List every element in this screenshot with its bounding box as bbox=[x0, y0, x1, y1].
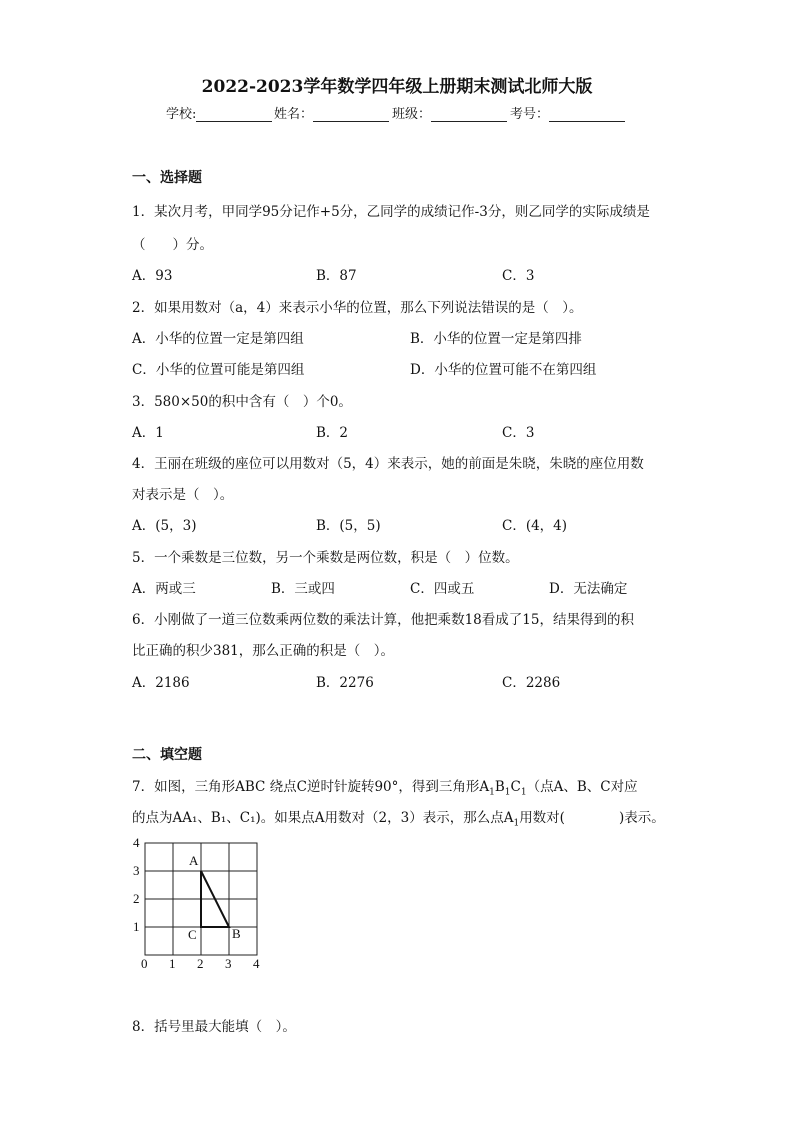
subscript: 1 bbox=[520, 787, 527, 798]
q7-line2-part-c: 用数对( )表示。 bbox=[519, 810, 665, 826]
option-b[interactable]: B．小华的位置一定是第四排 bbox=[410, 331, 582, 347]
point-c-label: C bbox=[188, 927, 197, 942]
section-heading: 一、选择题 bbox=[132, 170, 202, 186]
q7-line1-part-a: 7．如图，三角形ABC 绕点C逆时针旋转90°，得到三角形A bbox=[132, 779, 490, 795]
question-text: 3．580×50的积中含有（ ）个0。 bbox=[132, 394, 352, 410]
subscript: 1 bbox=[489, 787, 495, 798]
option-c[interactable]: C．3 bbox=[502, 268, 535, 284]
question-text: 6．小刚做了一道三位数乘两位数的乘法计算，他把乘数18看成了15，结果得到的积 bbox=[132, 612, 634, 628]
school-label: 学校: bbox=[166, 107, 197, 122]
y-tick-label: 2 bbox=[133, 891, 140, 906]
question-text: （ ）分。 bbox=[132, 237, 213, 253]
subscript: 1 bbox=[513, 818, 520, 829]
option-c[interactable]: C．四或五 bbox=[410, 581, 475, 597]
option-b[interactable]: B．(5，5) bbox=[316, 518, 381, 534]
question-text: 5．一个乘数是三位数，另一个乘数是两位数，积是（ ）位数。 bbox=[132, 550, 519, 566]
option-a[interactable]: A．两或三 bbox=[132, 581, 196, 597]
class-field[interactable] bbox=[392, 103, 507, 122]
point-b-label: B bbox=[232, 926, 241, 941]
question-text: 对表示是（ ）。 bbox=[132, 487, 234, 503]
option-a[interactable]: A．2186 bbox=[132, 675, 190, 691]
option-d[interactable]: D．小华的位置可能不在第四组 bbox=[410, 362, 597, 378]
question-text: 2．如果用数对（a，4）来表示小华的位置，那么下列说法错误的是（ ）。 bbox=[132, 300, 583, 316]
q7-line1-part-b: （点A、B、C对应 bbox=[526, 779, 638, 795]
name-field[interactable] bbox=[274, 103, 389, 122]
x-tick-label: 2 bbox=[197, 956, 204, 971]
school-field[interactable] bbox=[166, 103, 272, 122]
option-a[interactable]: A．93 bbox=[132, 268, 173, 284]
class-label: 班级： bbox=[392, 107, 432, 122]
option-c[interactable]: C．3 bbox=[502, 425, 535, 441]
name-blank[interactable] bbox=[313, 107, 389, 122]
x-tick-label: 0 bbox=[141, 956, 148, 971]
option-c[interactable]: C．2286 bbox=[502, 675, 561, 691]
x-tick-label: 1 bbox=[169, 956, 176, 971]
point-a-label: A bbox=[189, 853, 199, 868]
q7-point-b: B bbox=[494, 779, 505, 795]
name-label: 姓名： bbox=[274, 107, 314, 122]
x-tick-label: 4 bbox=[253, 956, 260, 971]
q7-line2-part-a: 的点为A bbox=[132, 810, 183, 826]
question-text: 8．括号里最大能填（ ）。 bbox=[132, 1019, 296, 1035]
option-c[interactable]: C．(4，4) bbox=[502, 518, 568, 534]
question-text bbox=[132, 806, 665, 829]
question-text: 4．王丽在班级的座位可以用数对（5，4）来表示，她的前面是朱晓，朱晓的座位用数 bbox=[132, 456, 644, 472]
school-blank[interactable] bbox=[196, 107, 272, 122]
y-tick-label: 1 bbox=[133, 919, 140, 934]
option-a[interactable]: A．(5，3) bbox=[132, 518, 197, 534]
page-title: 2022-2023学年数学四年级上册期末测试北师大版 bbox=[201, 77, 593, 97]
section-heading: 二、填空题 bbox=[132, 747, 202, 763]
exam-no-field[interactable] bbox=[510, 103, 625, 122]
exam-no-blank[interactable] bbox=[549, 107, 625, 122]
exam-no-label: 考号： bbox=[510, 107, 550, 122]
option-b[interactable]: B．三或四 bbox=[271, 581, 335, 597]
option-b[interactable]: B．87 bbox=[316, 268, 357, 284]
coordinate-grid-figure bbox=[128, 834, 268, 974]
x-tick-label: 3 bbox=[225, 956, 232, 971]
y-tick-label: 3 bbox=[133, 863, 140, 878]
q7-point-c: C bbox=[510, 779, 521, 795]
option-a[interactable]: A．小华的位置一定是第四组 bbox=[132, 331, 304, 347]
q7-a1-list: A₁、B₁、C₁) bbox=[182, 810, 261, 826]
subscript: 1 bbox=[504, 787, 511, 798]
question-text bbox=[132, 775, 638, 798]
option-c[interactable]: C．小华的位置可能是第四组 bbox=[132, 362, 305, 378]
option-b[interactable]: B．2 bbox=[316, 425, 349, 441]
option-b[interactable]: B．2276 bbox=[316, 675, 374, 691]
question-text: 1．某次月考，甲同学95分记作+5分，乙同学的成绩记作-3分，则乙同学的实际成绩是 bbox=[132, 204, 650, 220]
q7-line2-part-b: 。如果点A用数对（2，3）表示，那么点A bbox=[260, 810, 514, 826]
option-d[interactable]: D．无法确定 bbox=[549, 581, 628, 597]
option-a[interactable]: A．1 bbox=[132, 425, 164, 441]
question-text: 比正确的积少381，那么正确的积是（ ）。 bbox=[132, 643, 395, 659]
y-tick-label: 4 bbox=[133, 835, 140, 850]
class-blank[interactable] bbox=[431, 107, 507, 122]
